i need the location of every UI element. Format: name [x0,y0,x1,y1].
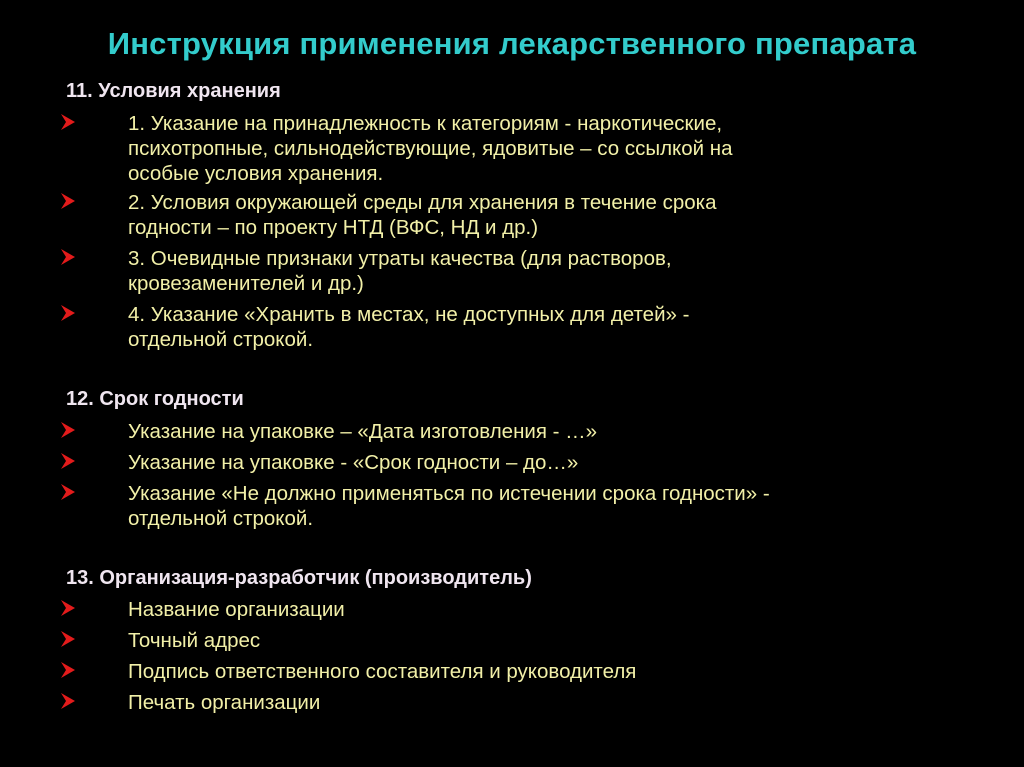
slide-title: Инструкция применения лекарственного препарата [107,26,917,61]
list-item-text: Указание «Не должно применяться по истечении срока годности» - отдельной строкой. [128,482,770,530]
arrowhead-bullet-icon [60,421,76,439]
section-heading-developer: 13. Организация-разработчик (производитель) [66,567,532,589]
arrowhead-bullet-icon [60,483,76,501]
list-item-text: Название организации [128,598,345,621]
list-item-text: Печать организации [128,691,321,714]
list-item-text: Указание на упаковке - «Срок годности – до…» [128,451,579,474]
list-item-text: Точный адрес [128,629,261,652]
section-heading-shelf-life: 12. Срок годности [66,388,244,410]
arrowhead-bullet-icon [60,661,76,679]
arrowhead-bullet-icon [60,630,76,648]
arrowhead-bullet-icon [60,248,76,266]
arrowhead-bullet-icon [60,452,76,470]
arrowhead-bullet-icon [60,113,76,131]
list-item-text: 4. Указание «Хранить в местах, не доступных для детей» - отдельной строкой. [128,303,690,351]
list-item-text: 3. Очевидные признаки утраты качества (для растворов, кровезаменителей и др.) [128,247,672,295]
arrowhead-bullet-icon [60,692,76,710]
arrowhead-bullet-icon [60,304,76,322]
list-item-text: Подпись ответственного составителя и руководителя [128,660,637,683]
section-heading-storage: 11. Условия хранения [66,80,281,102]
list-item-text: 2. Условия окружающей среды для хранения в течение срока годности – по проекту НТД (ВФС, НД и др.) [128,191,717,239]
arrowhead-bullet-icon [60,192,76,210]
list-item-text: 1. Указание на принадлежность к категориям - наркотические, психотропные, сильнодействующие, ядовитые – со ссылкой на особые условия хранения. [128,112,733,185]
list-item-text: Указание на упаковке – «Дата изготовления - …» [128,420,598,443]
arrowhead-bullet-icon [60,599,76,617]
